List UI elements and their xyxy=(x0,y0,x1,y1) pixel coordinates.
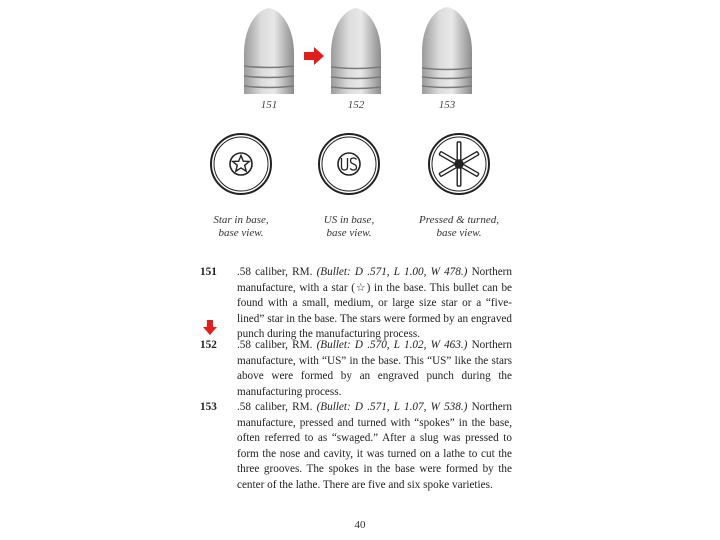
entry-text xyxy=(237,265,512,343)
bullet-image-152 xyxy=(325,6,387,96)
entry-spec: (Bullet: D .570, L 1.02, W 463.) xyxy=(316,339,468,351)
red-arrow-down-icon xyxy=(203,320,217,335)
entry-153 xyxy=(200,400,512,494)
caption-pressed-turned: Pressed & turned, base view. xyxy=(419,214,499,239)
page-number: 40 xyxy=(354,519,366,531)
entry-caliber: .58 caliber, RM. xyxy=(237,266,317,278)
entry-spec: (Bullet: D .571, L 1.07, W 538.) xyxy=(316,401,468,413)
entry-body: Northern manufacture, with “US” in the base. This “US” like the stars above were formed by an engraved punch during the manufacturing process. xyxy=(237,339,512,398)
entry-text xyxy=(237,400,512,494)
entry-spec: (Bullet: D .571, L 1.00, W 478.) xyxy=(316,266,468,278)
star-icon xyxy=(233,156,250,172)
entry-body: Northern manufacture, pressed and turned with “spokes” in the base, often referred to as “swaged.” After a slug was pressed to form the nose and cavity, it was turned on a lathe to cut the three grooves. The spokes in the base were formed by the center of the lathe. There are five and six spoke varieties. xyxy=(237,401,512,491)
entry-body: Northern manufacture, with a star (☆) in the base. This bullet can be found with a small, medium, or large size star or a “five-lined” star in the base. The stars were formed by an engraved punch during the manufacturing process. xyxy=(237,266,512,341)
red-arrow-right-icon xyxy=(304,47,324,65)
base-view-spokes xyxy=(427,132,491,196)
entry-caliber: .58 caliber, RM. xyxy=(237,339,317,351)
caption-star-in-base: Star in base, base view. xyxy=(213,214,269,239)
bullet-image-153 xyxy=(416,6,478,96)
entry-151 xyxy=(200,265,512,343)
figure-label-151: 151 xyxy=(260,99,278,111)
entry-number: 153 xyxy=(200,401,217,413)
entry-caliber: .58 caliber, RM. xyxy=(237,401,317,413)
entry-number: 152 xyxy=(200,339,217,351)
entry-text xyxy=(237,338,512,400)
figure-label-152: 152 xyxy=(347,99,365,111)
bullet-image-151 xyxy=(238,6,300,96)
figure-label-153: 153 xyxy=(438,99,456,111)
us-letters-icon xyxy=(342,158,357,170)
caption-us-in-base: US in base, base view. xyxy=(323,214,375,239)
base-view-star xyxy=(209,132,273,196)
spokes-icon xyxy=(439,142,479,186)
base-view-us xyxy=(317,132,381,196)
entry-152 xyxy=(200,338,512,400)
entry-number: 151 xyxy=(200,266,217,278)
